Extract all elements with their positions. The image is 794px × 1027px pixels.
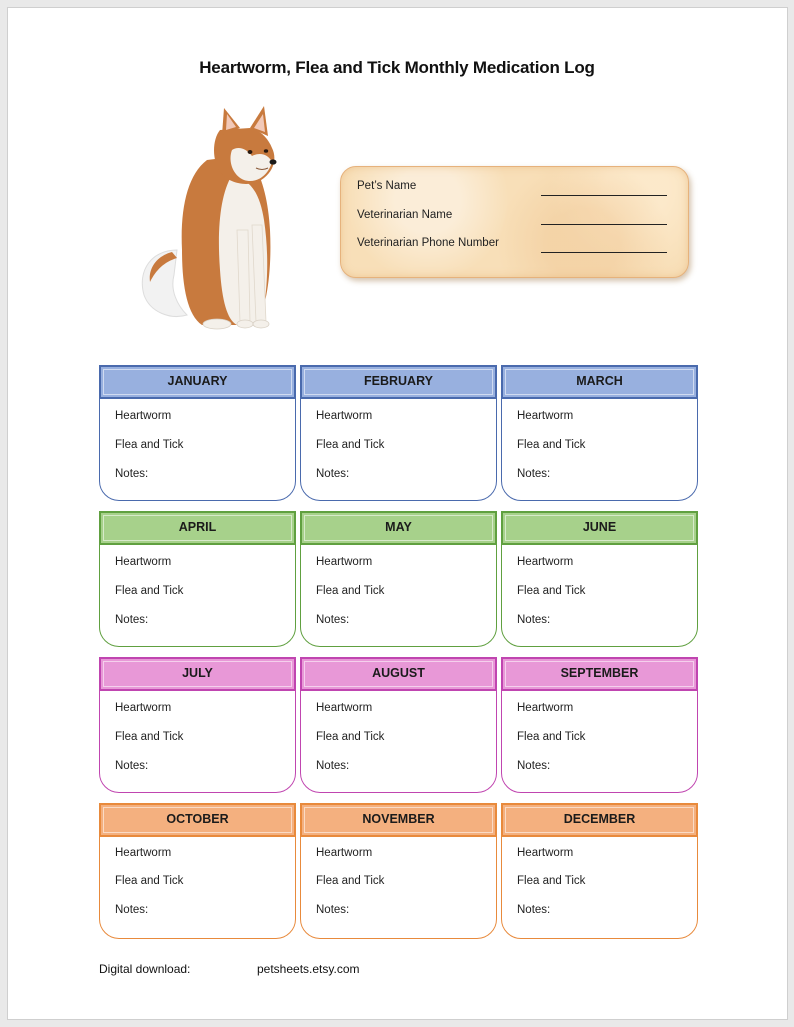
notes-label: Notes: (517, 904, 551, 916)
month-header (99, 657, 296, 691)
notes-label: Notes: (517, 614, 551, 626)
flea-tick-label: Flea and Tick (115, 875, 184, 887)
heartworm-label: Heartworm (115, 847, 172, 859)
month-card-august (300, 657, 497, 793)
notes-label: Notes: (316, 904, 350, 916)
pet-name-row (357, 180, 669, 198)
month-header (501, 511, 698, 545)
month-name: SEPTEMBER (560, 666, 639, 680)
notes-label: Notes: (115, 614, 149, 626)
vet-name-row (357, 209, 669, 227)
heartworm-label: Heartworm (115, 702, 172, 714)
heartworm-label: Heartworm (115, 410, 172, 422)
notes-label: Notes: (316, 760, 350, 772)
month-header (99, 803, 296, 837)
month-name: JUNE (582, 520, 617, 534)
heartworm-label: Heartworm (316, 556, 373, 568)
husky-dog-illustration (132, 100, 282, 335)
month-header (501, 657, 698, 691)
heartworm-label: Heartworm (316, 410, 373, 422)
month-card-january (99, 365, 296, 501)
month-header (300, 365, 497, 399)
flea-tick-label: Flea and Tick (517, 731, 586, 743)
notes-label: Notes: (517, 760, 551, 772)
month-name: AUGUST (372, 666, 425, 680)
month-card-november (300, 803, 497, 939)
month-name: FEBRUARY (364, 374, 433, 388)
month-name: MARCH (576, 374, 623, 388)
flea-tick-label: Flea and Tick (316, 585, 385, 597)
month-name: NOVEMBER (362, 812, 435, 826)
vet-name-field[interactable] (541, 224, 667, 225)
notes-label: Notes: (115, 904, 149, 916)
flea-tick-label: Flea and Tick (115, 585, 184, 597)
heartworm-label: Heartworm (115, 556, 172, 568)
notes-label: Notes: (316, 614, 350, 626)
flea-tick-label: Flea and Tick (115, 731, 184, 743)
heartworm-label: Heartworm (316, 847, 373, 859)
month-card-june (501, 511, 698, 647)
flea-tick-label: Flea and Tick (316, 731, 385, 743)
flea-tick-label: Flea and Tick (316, 439, 385, 451)
heartworm-label: Heartworm (517, 556, 574, 568)
flea-tick-label: Flea and Tick (517, 439, 586, 451)
heartworm-label: Heartworm (517, 702, 574, 714)
heartworm-label: Heartworm (316, 702, 373, 714)
vet-phone-label: Veterinarian Phone Number (357, 237, 499, 249)
pet-name-field[interactable] (541, 195, 667, 196)
footer-url[interactable]: petsheets.etsy.com (257, 962, 360, 976)
flea-tick-label: Flea and Tick (517, 875, 586, 887)
month-header (300, 511, 497, 545)
heartworm-label: Heartworm (517, 847, 574, 859)
month-card-april (99, 511, 296, 647)
month-card-may (300, 511, 497, 647)
heartworm-label: Heartworm (517, 410, 574, 422)
notes-label: Notes: (115, 760, 149, 772)
month-card-july (99, 657, 296, 793)
month-card-december (501, 803, 698, 939)
month-name: MAY (385, 520, 412, 534)
month-name: OCTOBER (166, 812, 229, 826)
month-card-october (99, 803, 296, 939)
footer-label: Digital download: (99, 962, 191, 976)
flea-tick-label: Flea and Tick (517, 585, 586, 597)
flea-tick-label: Flea and Tick (115, 439, 184, 451)
vet-name-label: Veterinarian Name (357, 209, 453, 221)
month-name: APRIL (178, 520, 217, 534)
month-header (99, 365, 296, 399)
notes-label: Notes: (517, 468, 551, 480)
month-card-march (501, 365, 698, 501)
page-title: Heartworm, Flea and Tick Monthly Medication Log (199, 58, 595, 77)
month-card-september (501, 657, 698, 793)
pet-info-box (340, 166, 689, 278)
month-card-february (300, 365, 497, 501)
notes-label: Notes: (316, 468, 350, 480)
month-header (99, 511, 296, 545)
month-header (501, 803, 698, 837)
month-header (501, 365, 698, 399)
month-header (300, 803, 497, 837)
flea-tick-label: Flea and Tick (316, 875, 385, 887)
month-name: DECEMBER (563, 812, 636, 826)
pet-name-label: Pet’s Name (357, 180, 417, 192)
vet-phone-row (357, 237, 669, 255)
vet-phone-field[interactable] (541, 252, 667, 253)
month-header (300, 657, 497, 691)
notes-label: Notes: (115, 468, 149, 480)
month-name: JULY (182, 666, 213, 680)
month-name: JANUARY (167, 374, 228, 388)
